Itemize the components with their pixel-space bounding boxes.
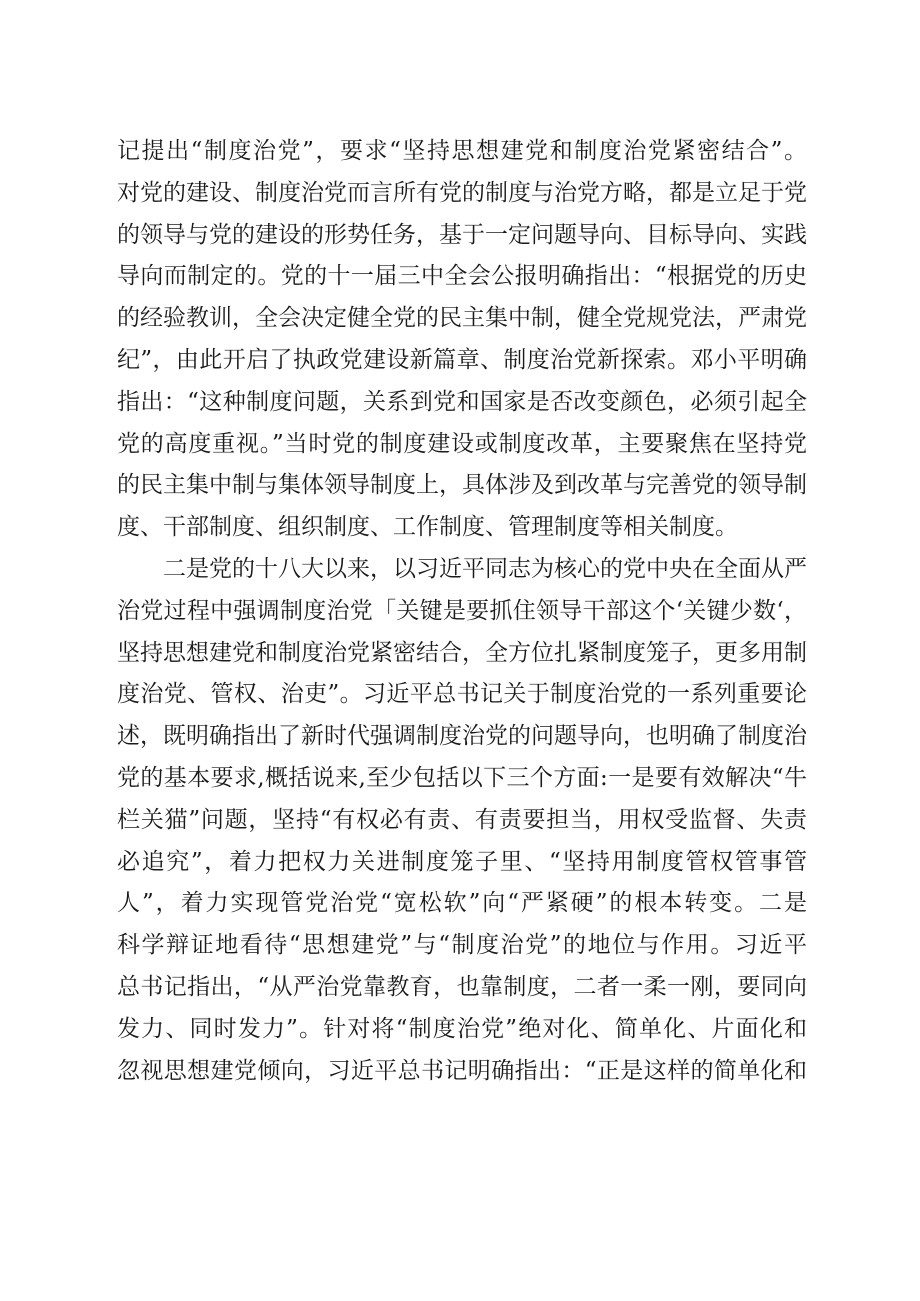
text-line: 导向而制定的。党的十一届三中全会公报明确指出：“根据党的历史 xyxy=(117,263,807,290)
text-line: 指出：“这种制度问题，关系到党和国家是否改变颜色，必须引起全 xyxy=(117,388,807,415)
text-line: 党的基本要求,概括说来,至少包括以下三个方面:一是要有效解决“牛 xyxy=(117,764,807,791)
text-line: 的经验教训，全会决定健全党的民主集中制，健全党规党法，严肃党 xyxy=(117,305,807,332)
text-line: 必追究”，着力把权力关进制度笼子里、“坚持用制度管权管事管 xyxy=(117,848,807,875)
text-line: 坚持思想建党和制度治党紧密结合，全方位扎紧制度笼子，更多用制 xyxy=(117,639,807,666)
text-line: 发力、同时发力”。针对将“制度治党”绝对化、简单化、片面化和 xyxy=(117,1015,807,1042)
text-line: 科学辩证地看待“思想建党”与“制度治党”的地位与作用。习近平 xyxy=(117,932,807,959)
text-line: 对党的建设、制度治党而言所有党的制度与治党方略，都是立足于党 xyxy=(117,179,807,206)
text-line: 记提出“制度治党”，要求“坚持思想建党和制度治党紧密结合”。 xyxy=(117,138,807,164)
text-line: 总书记指出，“从严治党靠教育，也靠制度，二者一柔一刚，要同向 xyxy=(117,973,807,1000)
text-line: 党的高度重视。”当时党的制度建设或制度改革，主要聚焦在坚持党 xyxy=(117,430,807,457)
text-line: 度、干部制度、组织制度、工作制度、管理制度等相关制度。 xyxy=(117,514,738,541)
text-line: 度治党、管权、治吏”。习近平总书记关于制度治党的一系列重要论 xyxy=(117,681,807,708)
text-line: 的领导与党的建设的形势任务，基于一定问题导向、目标导向、实践 xyxy=(117,221,807,248)
text-line: 的民主集中制与集体领导制度上，具体涉及到改革与完善党的领导制 xyxy=(117,472,807,499)
text-line: 纪”，由此开启了执政党建设新篇章、制度治党新探索。邓小平明确 xyxy=(117,346,807,373)
document-body xyxy=(117,131,807,1092)
paragraph-first-line: 二是党的十八大以来，以习近平同志为核心的党中央在全面从严 xyxy=(163,555,807,582)
text-line: 忽视思想建党倾向，习近平总书记明确指出：“正是这样的简单化和 xyxy=(117,1057,807,1084)
text-line: 栏关猫”问题，坚持“有权必有责、有责要担当，用权受监督、失责 xyxy=(117,806,807,833)
text-line: 述，既明确指出了新时代强调制度治党的问题导向，也明确了制度治 xyxy=(117,723,807,750)
text-line: 治党过程中强调制度治党「关键是要抓住领导干部这个‘关键少数‘， xyxy=(117,597,807,624)
text-line: 人”，着力实现管党治党“宽松软”向“严紧硬”的根本转变。二是 xyxy=(117,890,807,917)
